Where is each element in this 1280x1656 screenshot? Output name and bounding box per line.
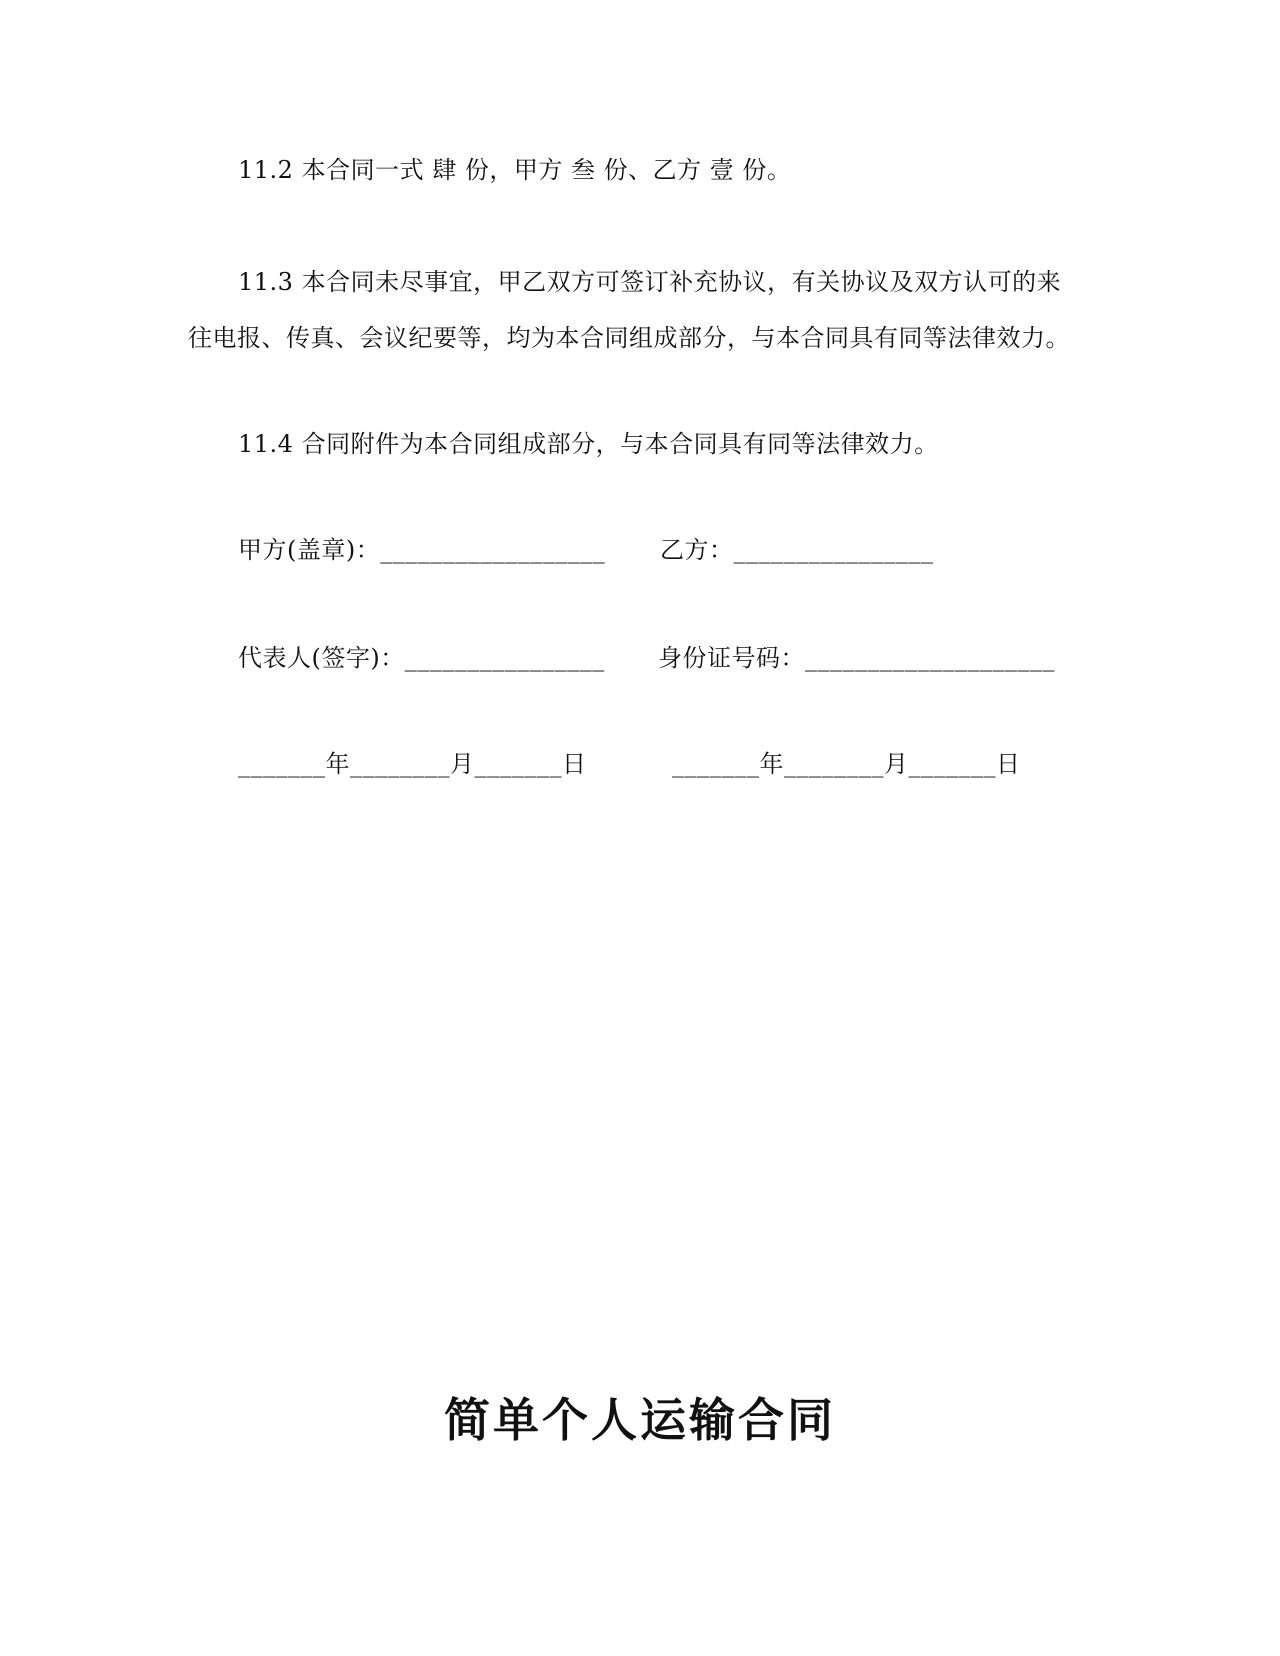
clause-11-3-line-1: 11.3 本合同未尽事宜，甲乙双方可签订补充协议，有关协议及双方认可的来 xyxy=(238,268,1062,296)
clause-11-2: 11.2 本合同一式 肆 份，甲方 叁 份、乙方 壹 份。 xyxy=(238,156,792,184)
party-b-field: 乙方：________________ xyxy=(660,536,934,564)
date-field-party-b: _______年________月_______日 xyxy=(672,750,1021,778)
representative-signature-field: 代表人(签字)：________________ xyxy=(238,644,605,672)
clause-11-3-line-2: 往电报、传真、会议纪要等，均为本合同组成部分，与本合同具有同等法律效力。 xyxy=(188,324,1070,352)
document-title: 简单个人运输合同 xyxy=(444,1393,836,1447)
date-field-party-a: _______年________月_______日 xyxy=(238,750,587,778)
id-number-field: 身份证号码：____________________ xyxy=(658,644,1055,672)
clause-11-4: 11.4 合同附件为本合同组成部分，与本合同具有同等法律效力。 xyxy=(238,430,939,458)
party-a-seal-field: 甲方(盖章)：__________________ xyxy=(238,536,606,564)
